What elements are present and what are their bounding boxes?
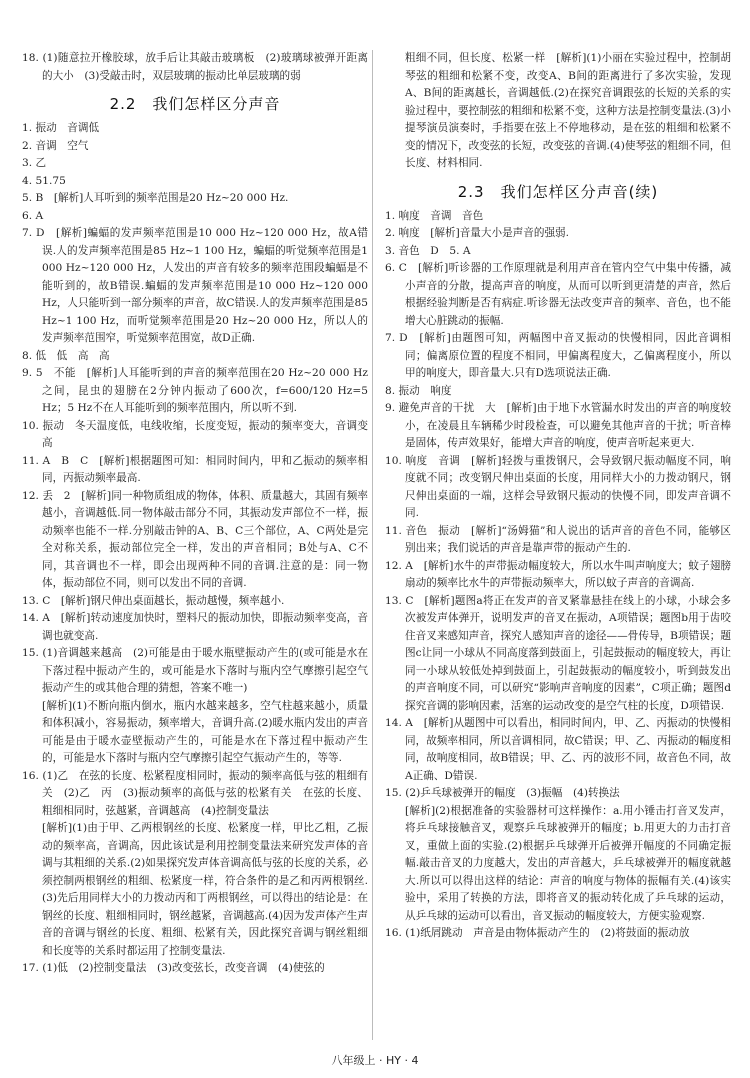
answer-entry: 14. A [解析]转动速度加快时，塑料尺的振动加快，即振动频率变高，音调也就变高. [22, 612, 368, 642]
answer-entry: 14. A [解析]从题图中可以看出，相同时间内，甲、乙、丙振动的快慢相同，故频率相同，所以音调相同，故C错误；甲、乙、丙振动的幅度相同，故响度相同，故B错误；甲、乙、丙的波形不同，故音色不同，故A正确、D错误. [385, 717, 731, 782]
section-title: 2.3 我们怎样区分声音(续) [457, 182, 659, 201]
answer-entry: 9. 避免声音的干扰 大 [解析]由于地下水管漏水时发出的声音的响度较小，在凌晨且车辆稀少时段检查，可以避免其他声音的干扰；听音棒是固体，传声效果好，能增大声音的响度，使声音听起来更大. [385, 402, 731, 449]
answer-entry: 9. 5 不能 [解析]人耳能听到的声音的频率范围在20 Hz~20 000 Hz之间，昆虫的翅膀在2分钟内振动了600次，f=600/120 Hz=5 Hz；5 Hz不在人耳能听到的频率范围内，所以听不到. [22, 367, 368, 414]
answer-entry: 2. 音调 空气 [22, 139, 89, 152]
answer-entry: 10. 振动 冬天温度低，电线收缩，长度变短，振动的频率变大，音调变高 [22, 419, 368, 449]
answer-entry: 11. A B C [解析]根据题图可知：相同时间内，甲和乙振动的频率相同，丙振动频率最高. [22, 454, 368, 484]
answer-entry: 12. A [解析]水牛的声带振动幅度较大，所以水牛叫声响度大；蚊子翅膀扇动的频率比水牛的声带振动频率大，所以蚊子声音的音调高. [385, 559, 731, 589]
answer-entry: 3. 音色 D 5. A [385, 244, 471, 257]
answer-entry: 10. 响度 音调 [解析]轻拨与重拨钢尺，会导致钢尺振动幅度不同，响度就不同；改变钢尺伸出桌面的长度，用同样大小的力拨动钢尺，钢尺伸出桌面的一端，这样会导致钢尺振动的快慢不同，即发声音调不同. [385, 454, 731, 519]
answer-entry: 8. 振动 响度 [385, 384, 452, 397]
answer-entry: 17. (1)低 (2)控制变量法 (3)改变弦长，改变音调 (4)使弦的 [22, 962, 325, 974]
answer-entry: 8. 低 低 高 高 [22, 349, 110, 362]
column-divider [372, 50, 373, 1040]
answer-entry: 6. A [22, 209, 44, 222]
answer-entry: 13. C [解析]钢尺伸出桌面越长，振动越慢，频率越小. [22, 594, 285, 607]
answer-entry: [解析](1)由于甲、乙两根钢丝的长度、松紧度一样，甲比乙粗，乙振动的频率高，音调高，因此该试是利用控制变量法来研究发声体的音调与其粗细的关系.(2)如果探究发声体音调高低与弦的长度的关系，必须控制两根钢丝的粗细、松紧度一样，符合条件的是乙和丙两根钢丝.(3)先后用同样大小的力拨动丙和丁两根钢丝，可以得出的结论是：在钢丝的长度、粗细相同时，钢丝越紧，音调越高.(4)因为发声体产生声音的音调与钢丝的长度、粗细、松紧有关，因此探究音调与钢丝粗细和长度等的关系时都运用了控制变量法. [42, 822, 368, 957]
answer-entry: 15. (1)音调越来越高 (2)可能是由于暖水瓶壁振动产生的(或可能是水在下落过程中振动产生的，或可能是水下落时与瓶内空气摩擦引起空气振动产生的或其他合理的猜想，答案不唯一) [22, 647, 368, 694]
answer-entry: 16. (1)乙 在弦的长度、松紧程度相同时，振动的频率高低与弦的粗细有关 (2)乙 丙 (3)振动频率的高低与弦的松紧有关 在弦的长度、粗细相同时，弦越紧，音调越高 (4)控制变量法 [22, 769, 368, 817]
answer-entry: 粗细不同，但长度、松紧一样 [解析](1)小丽在实验过程中，控制胡琴弦的粗细和松紧不变，改变A、B间的距离进行了多次实验，发现A、B间的距离越长，音调越低.(2)在探究音调跟弦的长短的关系的实验过程中，要控制弦的粗细和松紧不变，这种方法是控制变量法.(3)小提琴演员演奏时，手指要在弦上不停地移动，是在弦的粗细和松紧不变的情况下，改变弦的长短，改变弦的音调.(4)使琴弦的粗细不同，但长度、材料相同. [405, 52, 731, 169]
answer-entry: [解析](1)不断向瓶内倒水，瓶内水越来越多，空气柱越来越小，质量和体积减小，容易振动，频率增大，音调升高.(2)暖水瓶内发出的声音可能是由于暖水壶壁振动产生的，可能是水在下落过程中振动产生的，可能是水下落时与瓶内空气摩擦引起空气振动产生的，等等. [42, 699, 368, 764]
answer-entry: 1. 响度 音调 音色 [385, 209, 484, 222]
left-column [22, 50, 368, 978]
answer-entry: 5. B [解析]人耳听到的频率范围是20 Hz~20 000 Hz. [22, 192, 289, 204]
answer-entry: 1. 振动 音调低 [22, 122, 100, 134]
answer-entry: 15. (2)乒乓球被弹开的幅度 (3)振幅 (4)转换法 [385, 787, 620, 799]
answer-entry: 3. 乙 [22, 157, 47, 169]
right-column [385, 50, 731, 943]
answer-entry: 16. (1)纸屑跳动 声音是由物体振动产生的 (2)将鼓面的振动放 [385, 927, 690, 939]
page-footer: 八年级上 · HY · 4 [331, 1054, 419, 1067]
answer-entry: 6. C [解析]听诊器的工作原理就是利用声音在管内空气中集中传播，减小声音的分散，提高声音的响度，从而可以听到更清楚的声音，然后根据经验判断是否有病症.听诊器无法改变声音的频率、音色，也不能增大心脏跳动的振幅. [385, 262, 731, 327]
answer-entry: 18. (1)随意拉开橡胶球，放手后让其敲击玻璃板 (2)玻璃球被弹开距离的大小 (3)受敲击时，双层玻璃的振动比单层玻璃的弱 [22, 52, 368, 82]
answer-entry: 4. 51.75 [22, 174, 66, 187]
answer-entry: 13. C [解析]题图a将正在发声的音叉紧靠悬挂在线上的小球，小球会多次被发声体弹开，说明发声的音叉在振动，A项错误；题图b用于齿咬住音叉来感知声音，探究人感知声音的途径——骨传导，B项错误；题图c让同一小球从不同高度落到鼓面上，引起鼓振动的幅度较大，再让同一小球从较低处掉到鼓面上，引起鼓振动的幅度较小，听到鼓发出的声音响度不同，可以研究“影响声音响度的因素”，C项正确；题图d探究音调的影响因素，活塞的运动改变的是空气柱的长度，D项错误. [385, 594, 731, 712]
answer-entry: 7. D [解析]由题图可知，两幅图中音叉振动的快慢相同，因此音调相同；偏离原位置的程度不相同，甲偏离程度大，乙偏离程度小，所以甲的响度大，即音量大.只有D选项说法正确. [385, 332, 731, 379]
answer-entry: [解析](2)根据准备的实验器材可这样操作：a.用小锤击打音叉发声，将乒乓球接触音叉，观察乒乓球被弹开的幅度；b.用更大的力击打音叉，重做上面的实验.(2)根据乒乓球弹开后被弹开幅度的不同确定振幅.敲击音叉的力度越大，发出的声音越大，乒乓球被弹开的幅度就越大.所以可以得出这样的结论：声音的响度与物体的振幅有关.(4)该实验中，采用了转换的方法，即将音叉的振动转化成了乒乓球的运动，从乒乓球的运动可以看出，音叉振动的幅度较大，方便实验观察. [405, 804, 731, 922]
answer-entry: 2. 响度 [解析]音量大小是声音的强弱. [385, 227, 570, 239]
answer-entry: 12. 丢 2 [解析]同一种物质组成的物体，体积、质量越大，其固有频率越小，音调越低.同一物体敲击部分不同，其振动发声部位不一样，振动频率也能不一样.分别敲击钟的A、B、C三个部位，A、C两处是完全对称关系，振动部位完全一样，发出的声音相同；B处与A、C不同，其音调也不一样，即会出现两种不同的音调.注意的是：同一物体，振动部位不同，则可以发出不同的音调. [22, 489, 368, 589]
answer-entry: 7. D [解析]蝙蝠的发声频率范围是10 000 Hz~120 000 Hz，故A错误.人的发声频率范围是85 Hz~1 100 Hz，蝙蝠的听觉频率范围是1 000 Hz~120 000 Hz，人发出的声音有较多的频率范围段蝙蝠是不能听到的，故B错误.蝙蝠的发声频率范围是10 000 Hz~120 000 Hz，人只能听到一部分频率的声音，故C错误.人的发声频率范围是85 Hz~1 100 Hz，而听觉频率范围是20 Hz~20 000 Hz，所以人的发声频率范围窄，听觉频率范围宽，故D正确. [22, 227, 368, 344]
answer-entry: 11. 音色 振动 [解析]“汤姆猫”和人说出的话声音的音色不同，能够区别出来；我们说话的声音是靠声带的振动产生的. [385, 524, 731, 554]
section-title: 2.2 我们怎样区分声音 [109, 95, 281, 113]
